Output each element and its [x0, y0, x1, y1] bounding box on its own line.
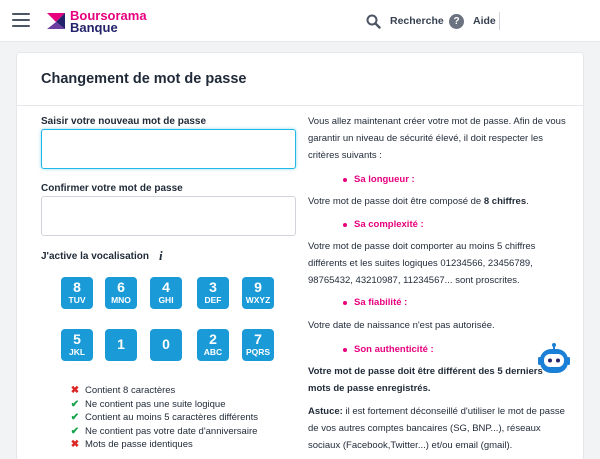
- bullet-dot: [343, 178, 347, 182]
- bullet-dot: [343, 301, 347, 305]
- bullet-dot: [343, 348, 347, 352]
- page-title: Changement de mot de passe: [41, 71, 247, 87]
- criteria-text: Ne contient pas votre date d'anniversaire: [85, 425, 258, 437]
- check-icon: ✔: [70, 398, 80, 410]
- key-digit: 3: [209, 279, 217, 295]
- keypad-key-9[interactable]: [242, 277, 274, 309]
- help-icon: ?: [449, 14, 464, 29]
- vocalisation-label: J'active la vocalisation: [41, 250, 149, 262]
- key-digit: 6: [117, 279, 125, 295]
- new-password-label: Saisir votre nouveau mot de passe: [41, 116, 207, 127]
- search-label: Recherche: [390, 15, 444, 27]
- criteria-item: [69, 399, 226, 410]
- reliability-title: Sa fiabilité :: [343, 297, 407, 308]
- key-letters: WXYZ: [245, 295, 271, 305]
- keypad-key-8[interactable]: [61, 277, 93, 309]
- criteria-text: Mots de passe identiques: [85, 439, 193, 450]
- length-title: Sa longueur :: [343, 174, 415, 185]
- key-digit: 0: [162, 336, 170, 352]
- key-letters: TUV: [68, 295, 86, 305]
- logo-line1: Boursorama: [70, 8, 147, 23]
- keypad-key-7[interactable]: [242, 329, 274, 361]
- chatbot-robot-icon[interactable]: [538, 343, 570, 379]
- key-digit: 2: [209, 331, 217, 347]
- logo-line2: Banque: [70, 20, 118, 35]
- criteria-text: Contient au moins 5 caractères différents: [85, 412, 259, 423]
- confirm-password-label: Confirmer votre mot de passe: [41, 183, 183, 194]
- keypad-key-2[interactable]: [197, 329, 229, 361]
- check-icon: ✔: [70, 425, 80, 437]
- keypad-key-1[interactable]: [105, 329, 137, 361]
- criteria-text: Contient 8 caractères: [85, 385, 176, 396]
- check-icon: ✔: [70, 412, 80, 423]
- menu-icon[interactable]: [12, 13, 30, 27]
- criteria-text: Ne contient pas une suite logique: [85, 398, 226, 410]
- info-icon[interactable]: i: [159, 248, 163, 263]
- criteria-item: [69, 385, 175, 396]
- criteria-item: [69, 412, 258, 423]
- key-digit: 7: [254, 331, 262, 347]
- keypad-key-3[interactable]: [197, 277, 229, 309]
- search-icon: [366, 14, 381, 29]
- top-header: [0, 0, 600, 42]
- key-digit: 8: [73, 279, 81, 295]
- authenticity-text: Votre mot de passe doit être différent des 5 derniers mots de passe enregistrés.: [308, 366, 543, 394]
- keypad-key-5[interactable]: [61, 329, 93, 361]
- key-letters: JKL: [68, 347, 86, 357]
- key-digit: 9: [254, 279, 262, 295]
- complexity-text: Votre mot de passe doit comporter au moins 5 chiffres différents et les suites logiques 01234566, 23456789, 98765432, 43210987, 11234567... sont proscrites.: [308, 241, 536, 286]
- key-letters: DEF: [204, 295, 222, 305]
- tip-text: Astuce: il est fortement déconseillé d'utiliser le mot de passe de vos autres comptes bancaires (SG, BNP...), réseaux sociaux (Facebook,Twitter...) et/ou email (gmail).: [308, 406, 565, 451]
- header-help[interactable]: [449, 12, 496, 30]
- header-search[interactable]: [366, 12, 444, 30]
- vocalisation-toggle[interactable]: [41, 248, 163, 264]
- intro-text: Vous allez maintenant créer votre mot de passe. Afin de vous garantir un niveau de sécurité élevé, il doit respecter les critères suivants :: [308, 116, 566, 161]
- cross-icon: ✖: [70, 439, 80, 450]
- key-digit: 4: [162, 279, 170, 295]
- key-digit: 5: [73, 331, 81, 347]
- complexity-title: Sa complexité :: [343, 219, 424, 230]
- new-password-input[interactable]: [41, 129, 296, 169]
- password-change-card: [16, 52, 584, 459]
- header-divider: [499, 12, 500, 30]
- key-letters: MNO: [111, 295, 131, 305]
- logo-mark-icon: [45, 11, 67, 31]
- key-letters: PQRS: [245, 347, 271, 357]
- bullet-dot: [343, 223, 347, 227]
- title-divider: [17, 105, 583, 106]
- criteria-item: [69, 439, 193, 450]
- keypad-key-6[interactable]: [105, 277, 137, 309]
- reliability-text: Votre date de naissance n'est pas autorisée.: [308, 320, 495, 331]
- key-letters: ABC: [203, 347, 223, 357]
- help-label: Aide: [473, 15, 496, 27]
- authenticity-title: Son authenticité :: [343, 344, 434, 355]
- key-letters: GHI: [158, 295, 174, 305]
- keypad-key-4[interactable]: [150, 277, 182, 309]
- confirm-password-input[interactable]: [41, 196, 296, 236]
- key-digit: 1: [117, 336, 125, 352]
- cross-icon: ✖: [70, 385, 80, 396]
- keypad-key-0[interactable]: [150, 329, 182, 361]
- length-text: Votre mot de passe doit être composé de 8 chiffres.: [308, 196, 529, 207]
- criteria-item: [69, 426, 257, 437]
